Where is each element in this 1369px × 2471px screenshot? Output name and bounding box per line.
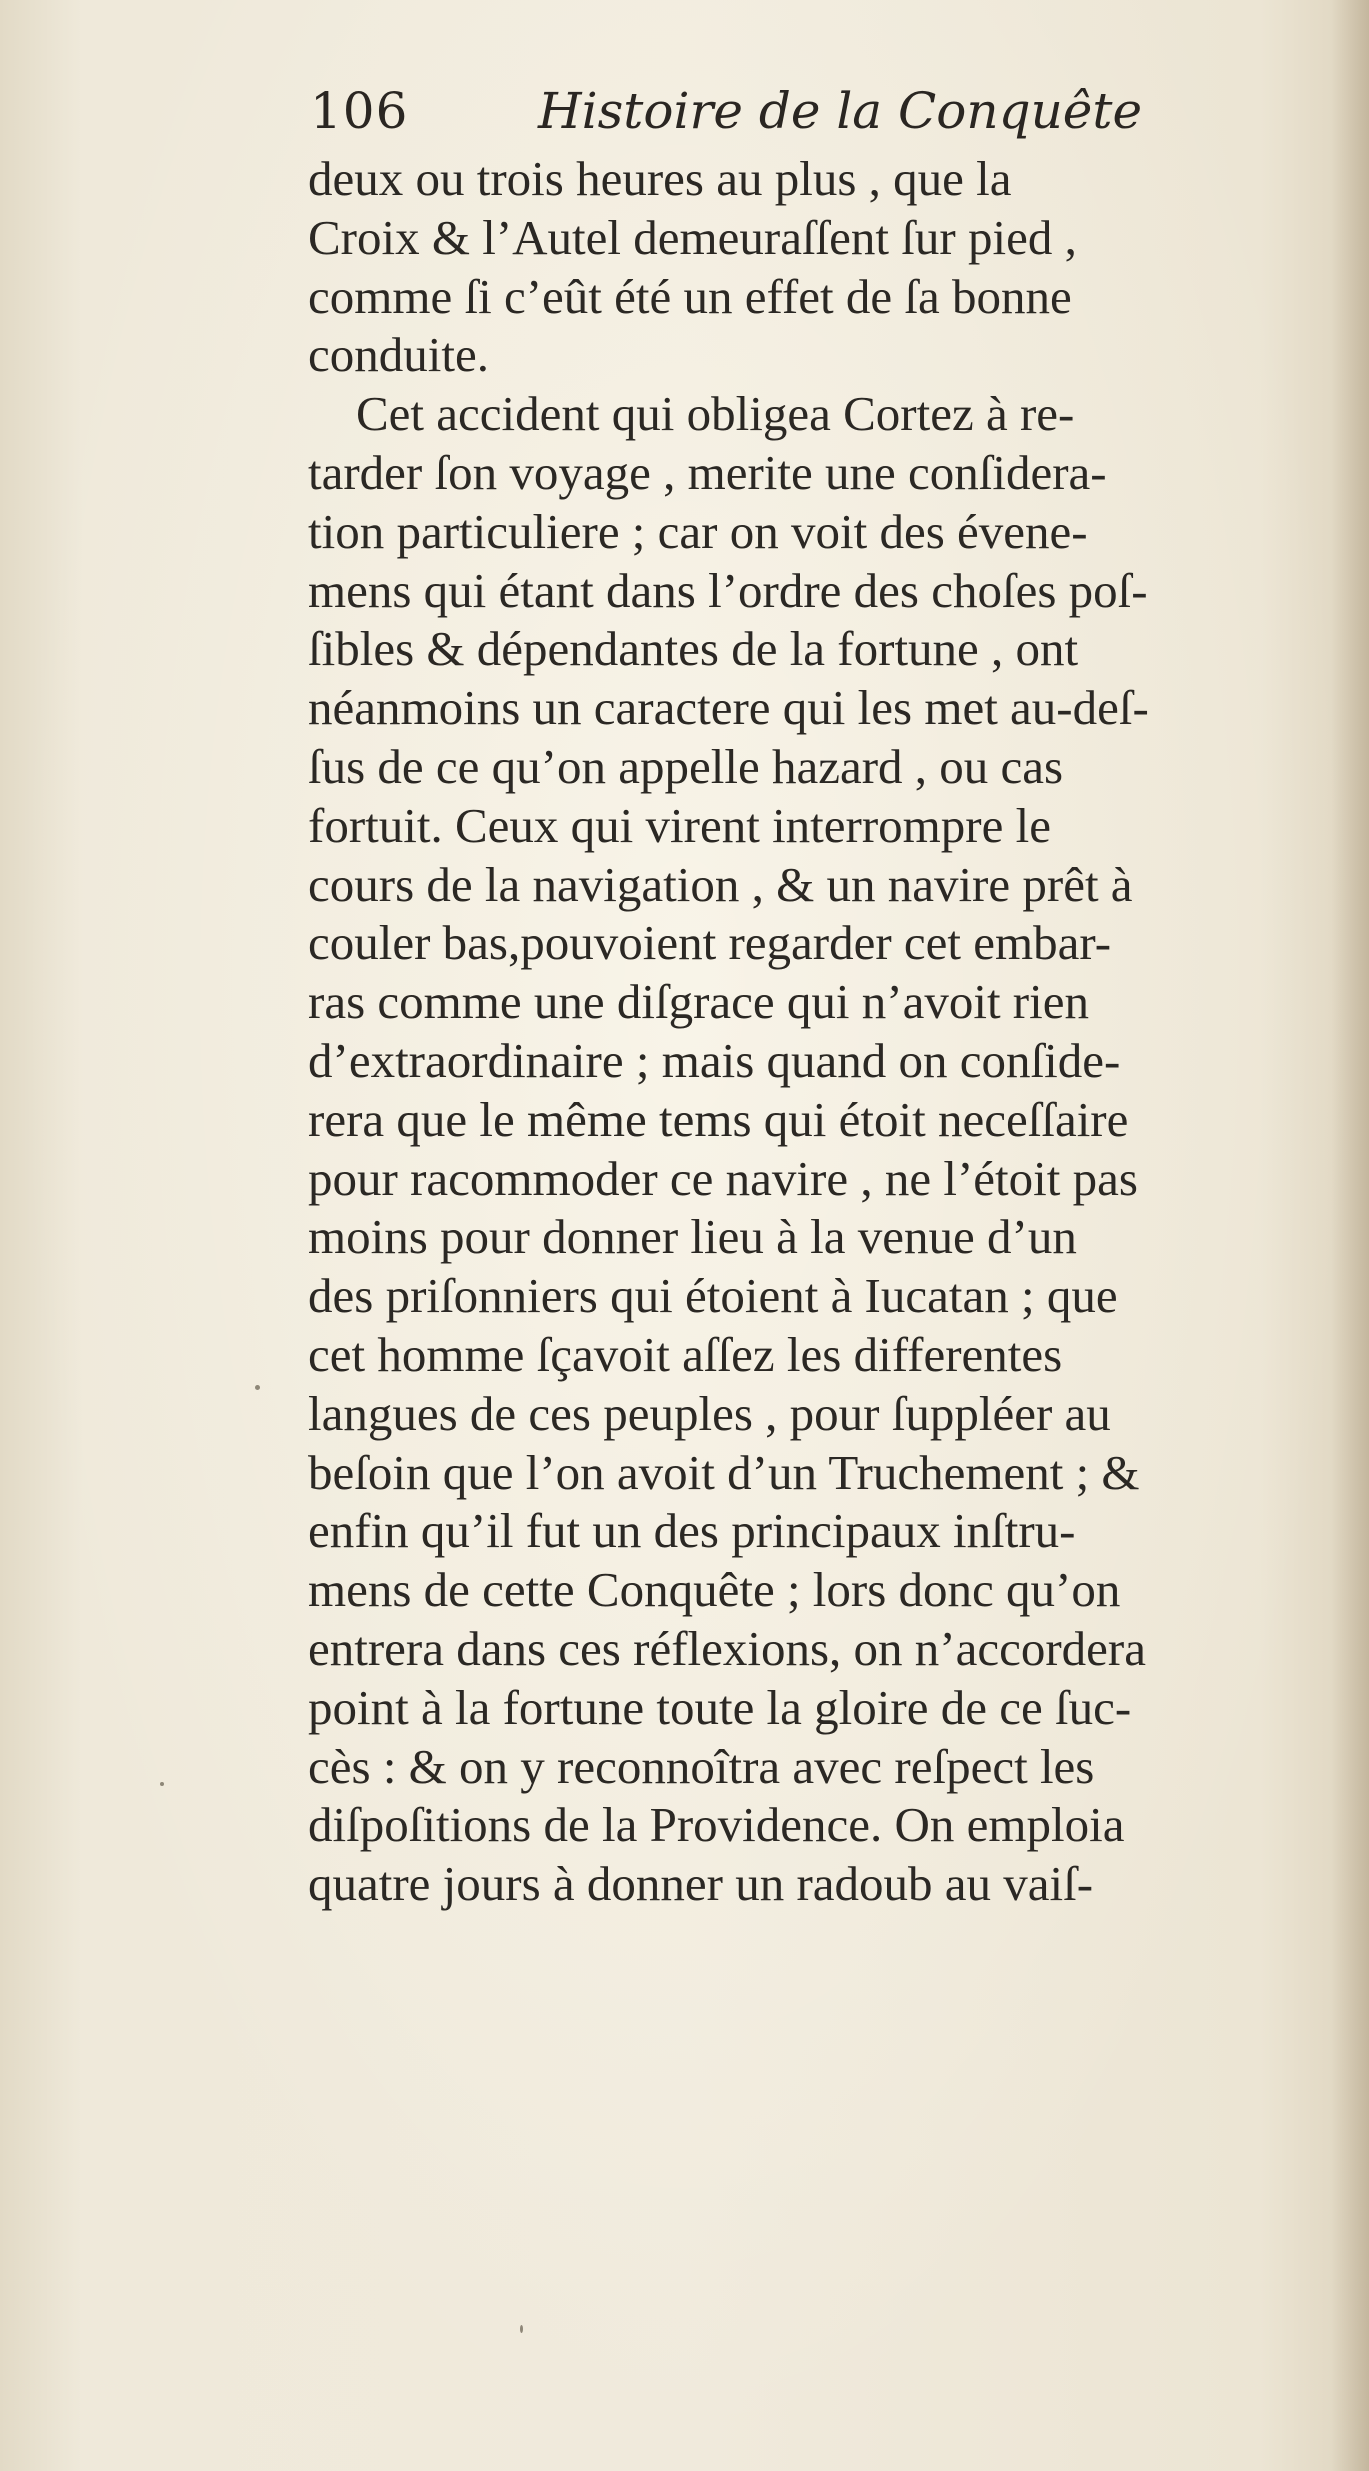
text-line: mens qui étant dans l’ordre des choſes poſ- [308, 562, 1148, 618]
paper-speck [255, 1385, 260, 1390]
text-line: quatre jours à donner un radoub au vaiſ- [308, 1856, 1094, 1912]
text-line: pour racommoder ce navire , ne l’étoit pas [308, 1150, 1138, 1206]
text-line: rera que le même tems qui étoit neceſſaire [308, 1091, 1129, 1147]
body-text [308, 150, 1368, 1914]
text-line: ſibles & dépendantes de la fortune , ont [308, 621, 1079, 677]
text-line: des priſonniers qui étoient à Iucatan ; que [308, 1268, 1118, 1324]
text-line: cours de la navigation , & un navire prêt à [308, 856, 1133, 912]
text-line: d’extraordinaire ; mais quand on conſide- [308, 1032, 1121, 1088]
text-line: couler bas,pouvoient regarder cet embar- [308, 915, 1112, 971]
text-line: cet homme ſçavoit aſſez les differentes [308, 1326, 1063, 1382]
text-line: entrera dans ces réflexions, on n’accordera [308, 1620, 1147, 1676]
text-line: cès : & on y reconnoîtra avec reſpect les [308, 1738, 1095, 1794]
running-title: Histoire de la Conquête [538, 82, 1143, 140]
text-line: beſoin que l’on avoit d’un Truchement ; & [308, 1444, 1140, 1500]
text-line: Croix & l’Autel demeuraſſent ſur pied , [308, 209, 1077, 265]
text-line: ſus de ce qu’on appelle hazard , ou cas [308, 738, 1064, 794]
text-line: moins pour donner lieu à la venue d’un [308, 1209, 1077, 1265]
text-line: enfin qu’il fut un des principaux inſtru- [308, 1503, 1076, 1559]
text-line: fortuit. Ceux qui virent interrompre le [308, 797, 1051, 853]
text-line: deux ou trois heures au plus , que la [308, 151, 1012, 206]
text-line: tarder ſon voyage , merite une conſidera- [308, 444, 1107, 500]
paragraph-first-line: Cet accident qui obligea Cortez à re- [356, 386, 1075, 442]
text-line: mens de cette Conquête ; lors donc qu’on [308, 1562, 1121, 1618]
text-line: comme ſi c’eût été un effet de ſa bonne [308, 268, 1072, 324]
paper-speck [520, 2325, 523, 2333]
text-line: néanmoins un caractere qui les met au-deſ- [308, 680, 1149, 736]
text-line: point à la fortune toute la gloire de ce ſuc- [308, 1679, 1132, 1735]
text-line: tion particuliere ; car on voit des évene- [308, 503, 1088, 559]
text-line: diſpoſitions de la Providence. On emploia [308, 1797, 1125, 1853]
text-line: ras comme une diſgrace qui n’avoit rien [308, 974, 1089, 1030]
page-number: 106 [310, 82, 409, 140]
paper-speck [160, 1782, 164, 1786]
text-line: langues de ces peuples , pour ſuppléer au [308, 1385, 1111, 1441]
text-line: conduite. [308, 327, 489, 383]
page-header [310, 78, 1310, 158]
